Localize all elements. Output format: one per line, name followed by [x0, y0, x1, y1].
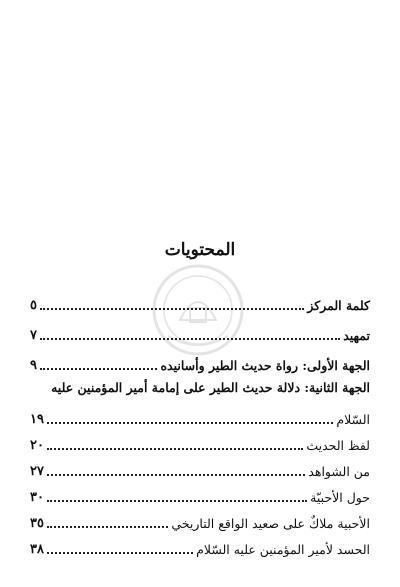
toc-entry-label: السّلام: [336, 412, 370, 427]
dot-leader: [47, 448, 303, 450]
toc-entry[interactable]: [30, 292, 370, 314]
toc-entry[interactable]: [30, 352, 370, 374]
toc-entry-label: الأحبية ملاكٌ على صعيد الواقع التاريخي: [171, 516, 370, 531]
dot-leader: [40, 308, 304, 310]
toc-entry-page: ٩: [30, 358, 37, 373]
toc-entry[interactable]: [30, 458, 370, 480]
dot-leader: [47, 552, 193, 554]
toc-entry-page: ٢٧: [30, 464, 44, 479]
toc-entry-label: من الشواهد: [308, 464, 370, 479]
toc-entry-page: ٧: [30, 328, 37, 343]
toc-entry[interactable]: [30, 432, 370, 454]
toc-entry[interactable]: [30, 510, 370, 532]
dot-leader: [40, 368, 157, 370]
toc-entry-label: الحسد لأمير المؤمنين عليه السّلام: [196, 542, 370, 557]
toc-entry-label: حول الأحبيّة: [310, 490, 370, 505]
toc-entry-page: ٣٠: [30, 490, 44, 505]
toc-entry[interactable]: [30, 322, 370, 344]
toc-entry-label: لفظ الحديث: [306, 438, 370, 453]
dot-leader: [47, 500, 307, 502]
dot-leader: [40, 338, 340, 340]
toc-entry-label: كلمة المركز: [307, 298, 370, 313]
toc-entry[interactable]: [30, 406, 370, 428]
toc-entry[interactable]: [30, 484, 370, 506]
toc-entry-label: تمهيد: [343, 328, 370, 343]
toc-entry-page: ٣٥: [30, 516, 44, 531]
dot-leader: [47, 526, 168, 528]
toc-entry-page: ٣٨: [30, 542, 44, 557]
page-title: المحتويات: [164, 240, 236, 260]
dot-leader: [47, 474, 305, 476]
toc-entry-page: ١٩: [30, 412, 44, 427]
toc-entry-page: ٥: [30, 298, 37, 313]
toc-entry-page: ٢٠: [30, 438, 44, 453]
toc-entry[interactable]: [30, 536, 370, 558]
toc-section-heading[interactable]: الجهة الثانية: دلالة حديث الطير على إمامة أمير المؤمنين عليه: [51, 380, 370, 395]
dot-leader: [47, 422, 333, 424]
toc-entry-label: الجهة الأولى: رواة حديث الطير وأسانيده: [160, 358, 370, 373]
